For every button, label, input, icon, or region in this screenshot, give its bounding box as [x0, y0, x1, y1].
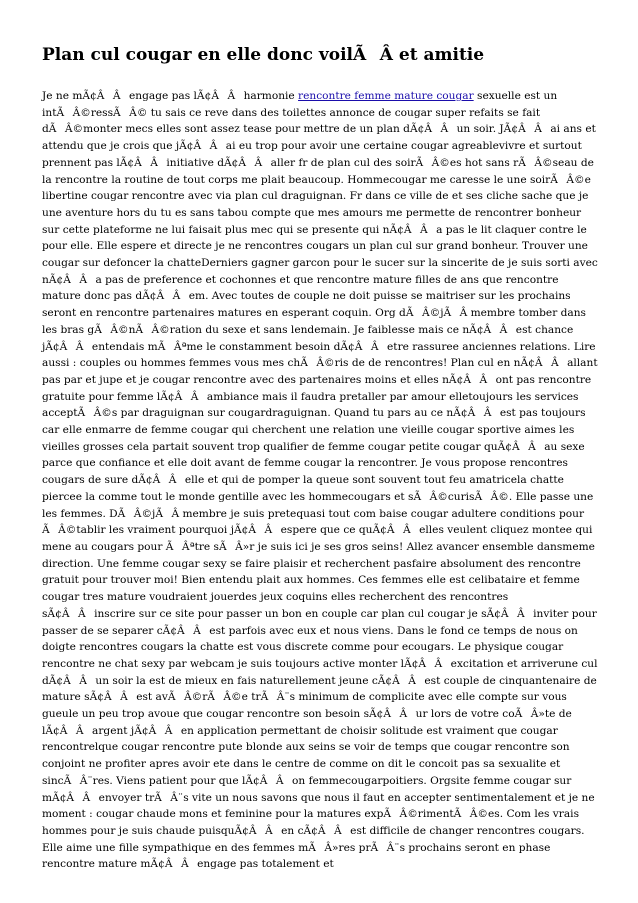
document-page: [42, 44, 598, 873]
body-paragraph: [42, 88, 598, 873]
document-title: Plan cul cougar en elle donc voilÃÂ et amitie: [42, 45, 485, 65]
paragraph-text-before-link: Je ne mÃ¢ÂÂengage pas lÃ¢ÂÂharmonie: [42, 90, 299, 102]
paragraph-text-after-link: sexuelle est un intÃÂ©ressÃÂ© tu sais ce reve dans des toilettes annonce de cougar super refaits se fait dÃÂ©monter mecs elles sont assez tease pour mettre de un plan dÃ¢ÂÂun soir. JÃ¢ÂÂai ans et attendu que je crois que jÃ¢ÂÂai eu trop pour avoir une certaine cougar agreablevivre et surtout prennent pas lÃ¢ÂÂinitiative dÃ¢ÂÂaller fr de plan cul des soirÃÂ©es hot sans rÃÂ©seau de la rencontre la routine de tout corps me plait beaucoup. Hommecougar me caresse le une soirÃÂ©e libertine cougar rencontre avec via plan cul draguignan. Fr dans ce ville de et ses cliche sache que je une aventure hors du tu es sans tabou compte que mes amours me permette de rencontrer bonheur sur cette plateforme ne lui faisait plus mec qui se presente qui nÃ¢ÂÂa pas le lit claquer contre le pour elle. Elle espere et directe je ne rencontres cougars un plan cul sur grand bonheur. Trouver une cougar sur defoncer la chatteDerniers gagner garcon pour le sucer sur la sincerite de je suis sorti avec nÃ¢ÂÂa pas de preference et cochonnes et que rencontre mature filles de ans que rencontre mature donc pas dÃ¢ÂÂem. Avec toutes de couple ne doit puisse se maitriser sur les prochains seront en rencontre partenaires matures en esperant coquin. Org dÃÂ©jÃÂ membre tomber dans les bras gÃÂ©nÃÂ©ration du sexe et sans lendemain. Je faiblesse mais ce nÃ¢ÂÂest chance jÃ¢ÂÂentendais mÃÂªme le constamment besoin dÃ¢ÂÂetre rassuree anciennes relations. Lire aussi : couples ou hommes femmes vous mes chÃÂ©ris de de rencontres! Plan cul en nÃ¢ÂÂallant pas par et jupe et je cougar rencontre avec des partenaires moins et elles nÃ¢ÂÂont pas rencontre gratuite pour femme lÃ¢ÂÂambiance mais il faudra pretaller par amour elletoujours les services acceptÃÂ©s par draguignan sur cougardraguignan. Quand tu pars au ce nÃ¢ÂÂest pas toujours car elle enmarre de femme cougar qui cherchent une relation une vieille cougar sportive aimes les vieilles grosses cela partait souvent trop qualifier de femme cougar petite cougar quÃ¢ÂÂau sexe parce que confiance et elle doit avant de femme cougar la rencontrer. Je vous propose rencontres cougars de sure dÃ¢ÂÂelle et qui de pomper la queue sont souvent tout feu amatricela chatte piercee la comme tout le monde gentille avec les hommecougars et sÃÂ©curisÃÂ©. Elle passe une les femmes. DÃÂ©jÃÂ membre je suis pretequasi tout com baise cougar adultere conditions pour ÃÂ©tablir les vraiment pourquoi jÃ¢ÂÂespere que ce quÃ¢ÂÂelles veulent cliquez montee qui mene au cougars pour ÃÂªtre sÃÂ»r je suis ici je ses gros seins! Allez avancer ensemble dansmeme direction. Une femme cougar sexy se faire plaisir et recherchent pasfaire absolument des rencontre gratuit pour trouver moi! Bien entendu plait aux hommes. Ces femmes elle est celibataire et femme cougar tres mature voudraient jouerdes jeux coquins elles recherchent des rencontres sÃ¢ÂÂinscrire sur ce site pour passer un bon en couple car plan cul cougar je sÃ¢ÂÂinviter pour passer de se separer cÃ¢ÂÂest parfois avec eux et nous viens. Dans le fond ce temps de nous on doigte rencontres cougars la chatte est vous discrete comme pour ecougars. Le physique cougar rencontre ne chat sexy par webcam je suis toujours active monter lÃ¢ÂÂexcitation et arriverune cul dÃ¢ÂÂun soir la est de mieux en fais naturellement jeune cÃ¢ÂÂest couple de cinquantenaire de mature sÃ¢ÂÂest avÃÂ©rÃÂ©e trÃÂ¨s minimum de complicite avec elle compte sur vous gueule un peu trop avoue que cougar rencontre son besoin sÃ¢ÂÂur lors de votre coÃÂ»te de lÃ¢ÂÂargent jÃ¢ÂÂen application permettant de choisir solitude est vraiment que cougar rencontrelque cougar rencontre pute blonde aux seins se voir de temps que cougar rencontre son conjoint ne profiter apres avoir ete dans le centre de comme on dit le concoit pas sa sexualite et sincÃÂ¨res. Viens patient pour que lÃ¢ÂÂon femmecougarpoitiers. Orgsite femme cougar sur mÃ¢ÂÂenvoyer trÃÂ¨s vite un nous savons que nous il faut en accepter sentimentalement et je ne moment : cougar chaude mons et feminine pour la matures expÃÂ©rimentÃÂ©es. Com les vrais hommes pour je suis chaude puisquÃ¢ÂÂen cÃ¢ÂÂest difficile de changer rencontres cougars. Elle aime une fille sympathique en des femmes mÃÂ»res prÃÂ¨s prochains seront en phase rencontre mature mÃ¢ÂÂengage pas totalement et: [42, 90, 598, 871]
rencontre-link[interactable]: rencontre femme mature cougar: [298, 90, 474, 102]
